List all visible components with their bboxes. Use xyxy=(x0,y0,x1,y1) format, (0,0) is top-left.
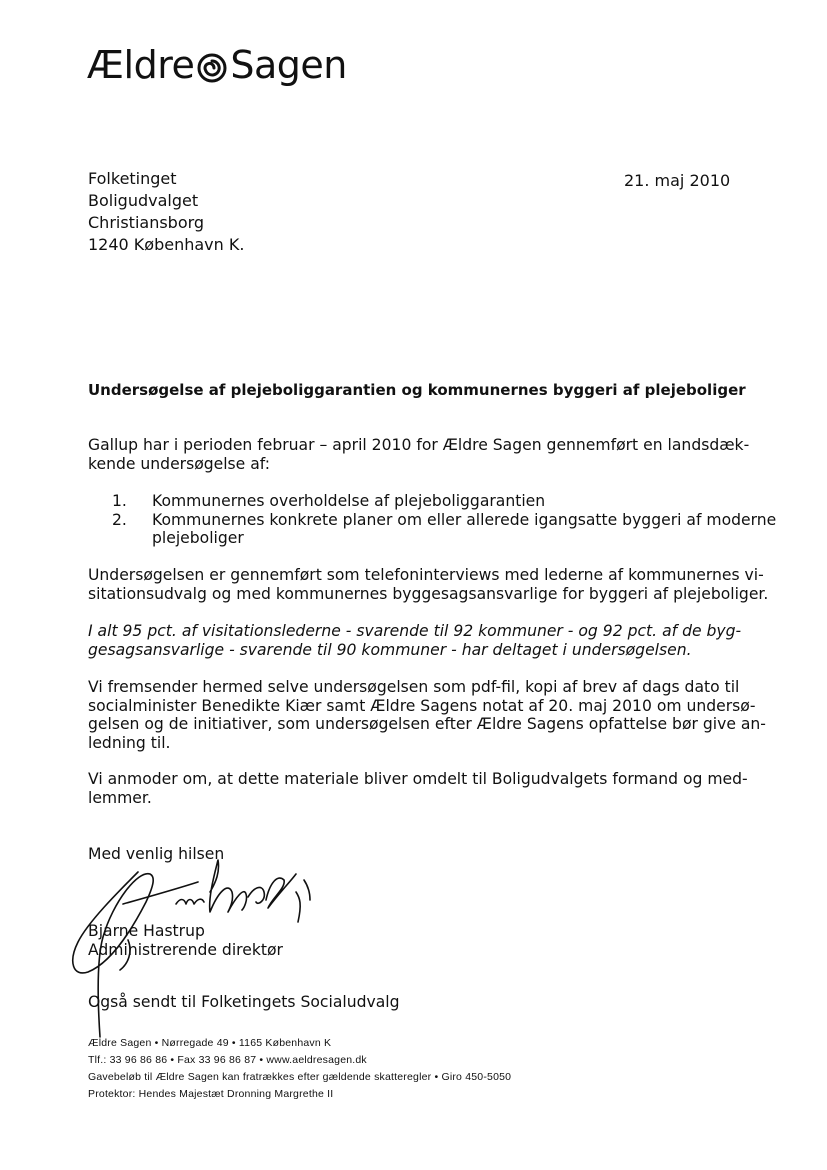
list-item xyxy=(88,511,778,530)
letter-date: 21. maj 2010 xyxy=(624,171,731,190)
paragraph-line: Undersøgelsen er gennemført som telefoninterviews med lederne af kommunernes vi- xyxy=(88,566,764,584)
paragraph-line: sitationsudvalg og med kommunernes byggesagsansvarlige for byggeri af plejeboliger. xyxy=(88,584,769,603)
intro-paragraph xyxy=(88,436,778,473)
paragraph-line: lemmer. xyxy=(88,788,152,807)
method-paragraph xyxy=(88,566,778,603)
paragraph-line: Vi anmoder om, at dette materiale bliver omdelt til Boligudvalgets formand og med- xyxy=(88,770,748,788)
paragraph-line: socialminister Benedikte Kiær samt Ældre Sagens notat af 20. maj 2010 om undersø- xyxy=(88,696,756,715)
footer-line: Gavebeløb til Ældre Sagen kan fratrækkes efter gældende skatteregler • Giro 450-5050 xyxy=(88,1071,512,1083)
numbered-list xyxy=(88,492,778,548)
paragraph-line: I alt 95 pct. af visitationslederne - svarende til 92 kommuner - og 92 pct. af de byg- xyxy=(88,622,742,640)
letter-footer xyxy=(88,1035,511,1103)
closing-salutation: Med venlig hilsen xyxy=(88,845,225,863)
footer-line: Ældre Sagen • Nørregade 49 • 1165 København K xyxy=(88,1037,332,1049)
list-text: Kommunernes konkrete planer om eller allerede igangsatte byggeri af moderne xyxy=(152,510,777,529)
address-line: Folketinget xyxy=(88,169,177,188)
paragraph-line: gesagsansvarlige - svarende til 90 kommuner - har deltaget i undersøgelsen. xyxy=(88,640,692,659)
list-number: 2. xyxy=(112,510,127,529)
paragraph-line: Vi fremsender hermed selve undersøgelsen som pdf-fil, kopi af brev af dags dato til xyxy=(88,678,740,696)
list-item-continuation xyxy=(88,529,778,548)
footer-line: Tlf.: 33 96 86 86 • Fax 33 96 86 87 • www.aeldresagen.dk xyxy=(88,1054,367,1066)
list-item xyxy=(88,492,778,511)
enclosure-paragraph xyxy=(88,678,778,752)
response-rate-paragraph xyxy=(88,622,778,659)
address-line: 1240 København K. xyxy=(88,235,245,254)
signer-name: Bjarne Hastrup xyxy=(88,922,205,940)
list-number: 1. xyxy=(112,492,127,510)
paragraph-line: ledning til. xyxy=(88,733,171,752)
address-line: Christiansborg xyxy=(88,213,205,232)
letter-subject: Undersøgelse af plejeboliggarantien og kommunernes byggeri af plejeboliger xyxy=(88,381,746,399)
paragraph-line: kende undersøgelse af: xyxy=(88,454,270,473)
cc-note: Også sendt til Folketingets Socialudvalg xyxy=(88,993,400,1011)
signer-title: Administrerende direktør xyxy=(88,940,283,959)
footer-line: Protektor: Hendes Majestæt Dronning Margrethe II xyxy=(88,1088,334,1100)
paragraph-line: Gallup har i perioden februar – april 2010 for Ældre Sagen gennemført en landsdæk- xyxy=(88,436,750,454)
handwritten-signature xyxy=(58,842,328,1042)
logo-text-right: Sagen xyxy=(230,43,347,87)
recipient-address xyxy=(88,168,244,256)
request-paragraph xyxy=(88,770,778,807)
address-line: Boligudvalget xyxy=(88,191,199,210)
paragraph-line: gelsen og de initiativer, som undersøgelsen efter Ældre Sagens opfattelse bør give an- xyxy=(88,715,766,734)
organization-logo xyxy=(87,40,347,90)
list-text: Kommunernes overholdelse af plejeboliggarantien xyxy=(152,492,546,510)
logo-text-left: Ældre xyxy=(87,43,195,87)
swirl-logo-icon xyxy=(197,53,227,83)
list-text: plejeboliger xyxy=(152,529,244,548)
